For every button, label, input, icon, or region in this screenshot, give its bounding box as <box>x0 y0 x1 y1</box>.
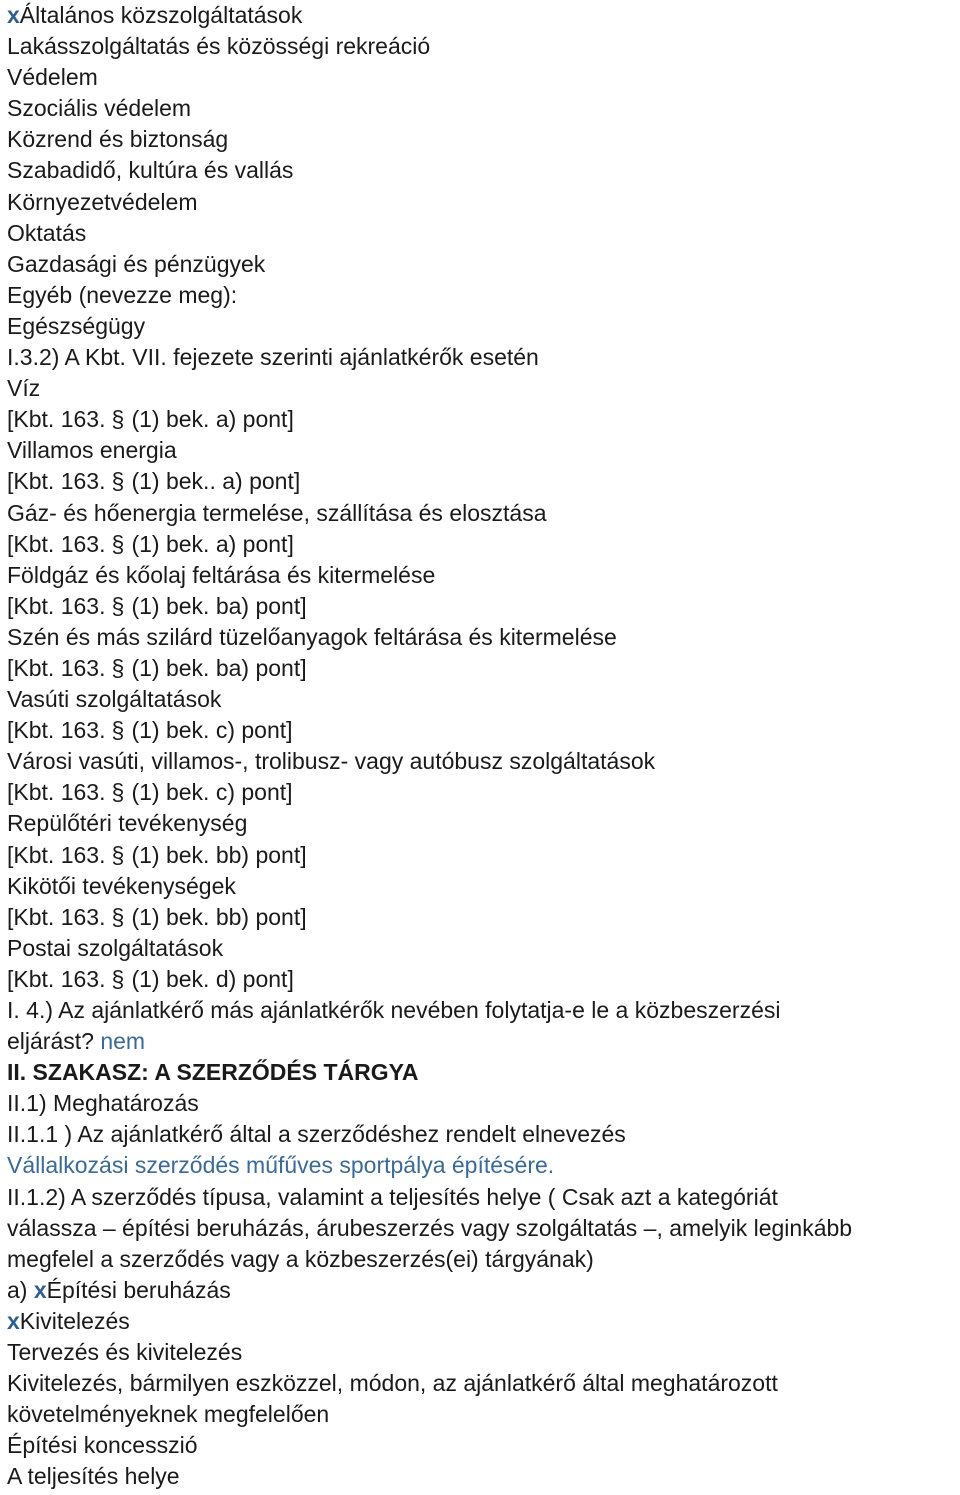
text-line <box>7 311 960 342</box>
citation-text: (1) bek. bb) pont] <box>131 841 307 868</box>
line-text: Kikötői tevékenységek <box>7 872 236 899</box>
text-line <box>7 466 960 497</box>
line-prefix: a) <box>7 1276 34 1303</box>
citation-text: [Kbt. 163. <box>7 406 106 433</box>
citation-text: (1) bek. d) pont] <box>131 965 294 992</box>
text-line <box>7 871 960 902</box>
text-line <box>7 1119 960 1150</box>
citation-text: (1) bek.. a) pont] <box>131 468 301 495</box>
line-text: Városi vasúti, villamos-, trolibusz- vagy autóbusz szolgáltatások <box>7 748 656 775</box>
text-line <box>7 1244 960 1275</box>
line-text: Építési beruházás <box>46 1276 231 1303</box>
line-text: Szén és más szilárd tüzelőanyagok feltárása és kitermelése <box>7 623 617 650</box>
text-line <box>7 249 960 280</box>
line-text: I.3.2) A Kbt. VII. fejezete szerinti ajánlatkérők esetén <box>7 344 539 371</box>
line-text: Lakásszolgáltatás és közösségi rekreáció <box>7 33 431 60</box>
citation-text: (1) bek. c) pont] <box>131 717 293 744</box>
text-line <box>7 840 960 871</box>
section-sign-icon: § <box>111 654 125 681</box>
text-line <box>7 1026 960 1057</box>
line-text: Kivitelezés <box>19 1307 130 1334</box>
text-line <box>7 373 960 404</box>
citation-text: [Kbt. 163. <box>7 779 106 806</box>
answer-text: Vállalkozási szerződés műfűves sportpálya építésére. <box>7 1152 555 1179</box>
section-heading: II. SZAKASZ: A SZERZŐDÉS TÁRGYA <box>7 1059 419 1086</box>
text-line <box>7 93 960 124</box>
text-line <box>7 1461 960 1492</box>
text-line <box>7 31 960 62</box>
text-line <box>7 404 960 435</box>
section-sign-icon: § <box>111 468 125 495</box>
line-text: I. 4.) Az ajánlatkérő más ajánlatkérők nevében folytatja-e le a közbeszerzési <box>7 997 781 1023</box>
citation-text: [Kbt. 163. <box>7 717 106 744</box>
text-line <box>7 62 960 93</box>
text-line <box>7 1368 960 1399</box>
text-line <box>7 808 960 839</box>
checkbox-mark: x <box>7 2 20 28</box>
section-sign-icon: § <box>111 530 125 557</box>
line-text: Általános közszolgáltatások <box>19 2 303 28</box>
section-sign-icon: § <box>111 592 125 619</box>
citation-text: [Kbt. 163. <box>7 841 106 868</box>
line-text: válassza – építési beruházás, árubeszerzés vagy szolgáltatás –, amelyik leginkább <box>7 1214 853 1241</box>
line-text: Építési koncesszió <box>7 1432 198 1459</box>
text-line <box>7 124 960 155</box>
citation-text: [Kbt. 163. <box>7 592 106 619</box>
line-text: II.1.1 ) Az ajánlatkérő által a szerződéshez rendelt elnevezés <box>7 1121 626 1148</box>
checkbox-mark: x <box>33 1276 47 1303</box>
text-line <box>7 933 960 964</box>
line-text: megfelel a szerződés vagy a közbeszerzés(ei) tárgyának) <box>7 1245 594 1272</box>
answer-value: nem <box>100 1028 146 1055</box>
text-line <box>7 1057 960 1088</box>
text-line <box>7 1088 960 1119</box>
text-line <box>7 622 960 653</box>
section-sign-icon: § <box>111 406 125 433</box>
citation-text: (1) bek. ba) pont] <box>131 654 307 681</box>
citation-text: (1) bek. ba) pont] <box>131 592 307 619</box>
text-line <box>7 777 960 808</box>
text-line <box>7 0 960 31</box>
line-text: Oktatás <box>7 219 87 246</box>
line-text: követelményeknek megfelelően <box>7 1401 330 1428</box>
line-text: Környezetvédelem <box>7 188 198 215</box>
line-text: Gáz- és hőenergia termelése, szállítása és elosztása <box>7 499 547 526</box>
text-line <box>7 560 960 591</box>
text-line <box>7 902 960 933</box>
citation-text: (1) bek. a) pont] <box>131 530 294 557</box>
text-line <box>7 964 960 995</box>
text-line <box>7 653 960 684</box>
citation-text: [Kbt. 163. <box>7 468 106 495</box>
line-text: Postai szolgáltatások <box>7 934 224 961</box>
line-text: eljárást? <box>7 1028 101 1055</box>
line-text: Víz <box>7 375 41 402</box>
text-line <box>7 218 960 249</box>
text-line <box>7 1150 960 1181</box>
section-sign-icon: § <box>111 717 125 744</box>
line-text: II.1) Meghatározás <box>7 1090 199 1117</box>
line-text: Villamos energia <box>7 437 177 464</box>
text-line <box>7 1306 960 1337</box>
text-line <box>7 1430 960 1461</box>
line-text: Gazdasági és pénzügyek <box>7 250 266 277</box>
line-text: Szabadidő, kultúra és vallás <box>7 157 294 184</box>
text-line <box>7 1182 960 1213</box>
text-line <box>7 591 960 622</box>
line-text: Védelem <box>7 64 98 91</box>
text-line <box>7 435 960 466</box>
line-text: Szociális védelem <box>7 95 192 122</box>
line-text: Tervezés és kivitelezés <box>7 1339 243 1366</box>
text-line <box>7 155 960 186</box>
line-text: Egészségügy <box>7 312 146 339</box>
citation-text: [Kbt. 163. <box>7 903 106 930</box>
text-line <box>7 187 960 218</box>
text-line <box>7 715 960 746</box>
text-line <box>7 1213 960 1244</box>
section-sign-icon: § <box>111 903 125 930</box>
citation-text: [Kbt. 163. <box>7 965 106 992</box>
line-text: II.1.2) A szerződés típusa, valamint a teljesítés helye ( Csak azt a kategóriát <box>7 1183 778 1210</box>
citation-text: (1) bek. a) pont] <box>131 406 294 433</box>
line-text: Közrend és biztonság <box>7 126 229 153</box>
section-sign-icon: § <box>111 779 125 806</box>
citation-text: [Kbt. 163. <box>7 530 106 557</box>
text-line <box>7 1337 960 1368</box>
text-line <box>7 342 960 373</box>
citation-text: (1) bek. c) pont] <box>131 779 293 806</box>
line-text: Földgáz és kőolaj feltárása és kitermelése <box>7 561 436 588</box>
text-line <box>7 529 960 560</box>
checkbox-mark: x <box>7 1307 20 1334</box>
section-sign-icon: § <box>111 965 125 992</box>
line-text: A teljesítés helye <box>7 1463 180 1490</box>
line-text: Repülőtéri tevékenység <box>7 810 248 837</box>
section-sign-icon: § <box>111 841 125 868</box>
line-text: Kivitelezés, bármilyen eszközzel, módon, az ajánlatkérő által meghatározott <box>7 1370 778 1397</box>
text-line <box>7 1399 960 1430</box>
text-line <box>7 995 960 1026</box>
citation-text: [Kbt. 163. <box>7 654 106 681</box>
line-text: Vasúti szolgáltatások <box>7 686 222 713</box>
citation-text: (1) bek. bb) pont] <box>131 903 307 930</box>
text-line <box>7 1275 960 1306</box>
text-line <box>7 498 960 529</box>
text-line <box>7 684 960 715</box>
text-line <box>7 746 960 777</box>
line-text: Egyéb (nevezze meg): <box>7 281 238 308</box>
text-line <box>7 280 960 311</box>
